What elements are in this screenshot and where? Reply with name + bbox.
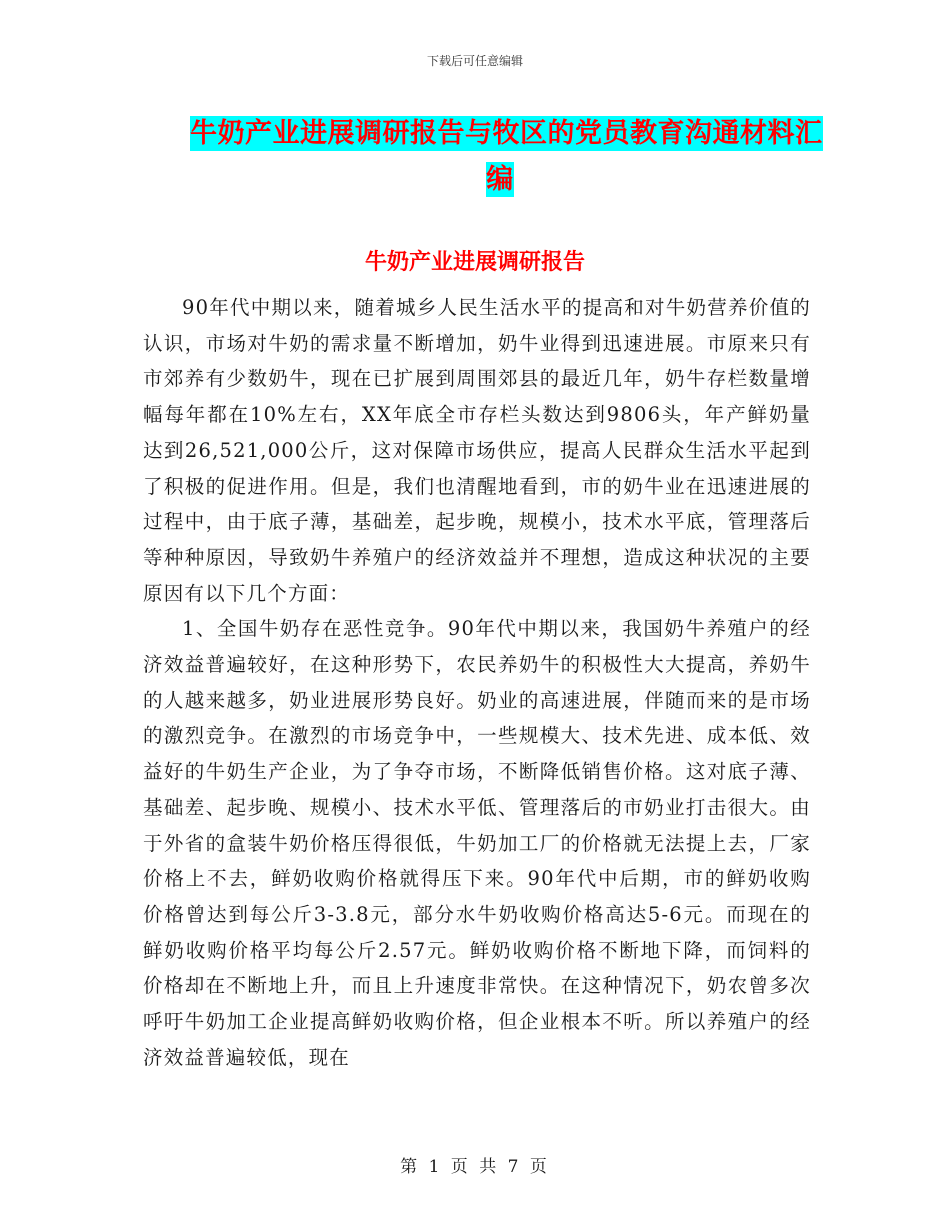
document-title-line1: 牛奶产业进展调研报告与牧区的党员教育沟通材料汇 xyxy=(190,118,823,149)
document-title-line2: 编 xyxy=(486,164,514,195)
body-text xyxy=(143,290,811,1075)
header-note: 下载后可任意编辑 xyxy=(426,54,523,68)
paragraph: 1、全国牛奶存在恶性竞争。90年代中期以来，我国奶牛养殖户的经济效益普遍较好，在这种形势下，农民养奶牛的积极性大大提高，养奶牛的人越来越多，奶业进展形势良好。奶业的高速进展，伴随而来的是市场的激烈竞争。在激烈的市场竞争中，一些规模大、技术先进、成本低、效益好的牛奶生产企业，为了争夺市场，不断降低销售价格。这对底子薄、基础差、起步晚、规模小、技术水平低、管理落后的市奶业打击很大。由于外省的盒装牛奶价格压得很低，牛奶加工厂的价格就无法提上去，厂家价格上不去，鲜奶收购价格就得压下来。90年代中后期，市的鲜奶收购价格曾达到每公斤3-3.8元，部分水牛奶收购价格高达5-6元。而现在的鲜奶收购价格平均每公斤2.57元。鲜奶收购价格不断地下降，而饲料的价格却在不断地上升，而且上升速度非常快。在这种情况下，奶农曾多次呼吁牛奶加工企业提高鲜奶收购价格，但企业根本不听。所以养殖户的经济效益普遍较低，现在 xyxy=(143,617,811,1069)
section-title: 牛奶产业进展调研报告 xyxy=(364,250,585,275)
page-number: 第 1 页 共 7 页 xyxy=(400,1157,550,1177)
paragraph: 90年代中期以来，随着城乡人民生活水平的提高和对牛奶营养价值的认识，市场对牛奶的需求量不断增加，奶牛业得到迅速进展。市原来只有市郊养有少数奶牛，现在已扩展到周围郊县的最近几年，奶牛存栏数量增幅每年都在10%左右，XX年底全市存栏头数达到9806头，年产鲜奶量达到26,521,000公斤，这对保障市场供应，提高人民群众生活水平起到了积极的促进作用。但是，我们也清醒地看到，市的奶牛业在迅速进展的过程中，由于底子薄，基础差，起步晚，规模小，技术水平底，管理落后等种种原因，导致奶牛养殖户的经济效益并不理想，造成这种状况的主要原因有以下几个方面： xyxy=(143,296,811,605)
document-title xyxy=(190,112,823,202)
